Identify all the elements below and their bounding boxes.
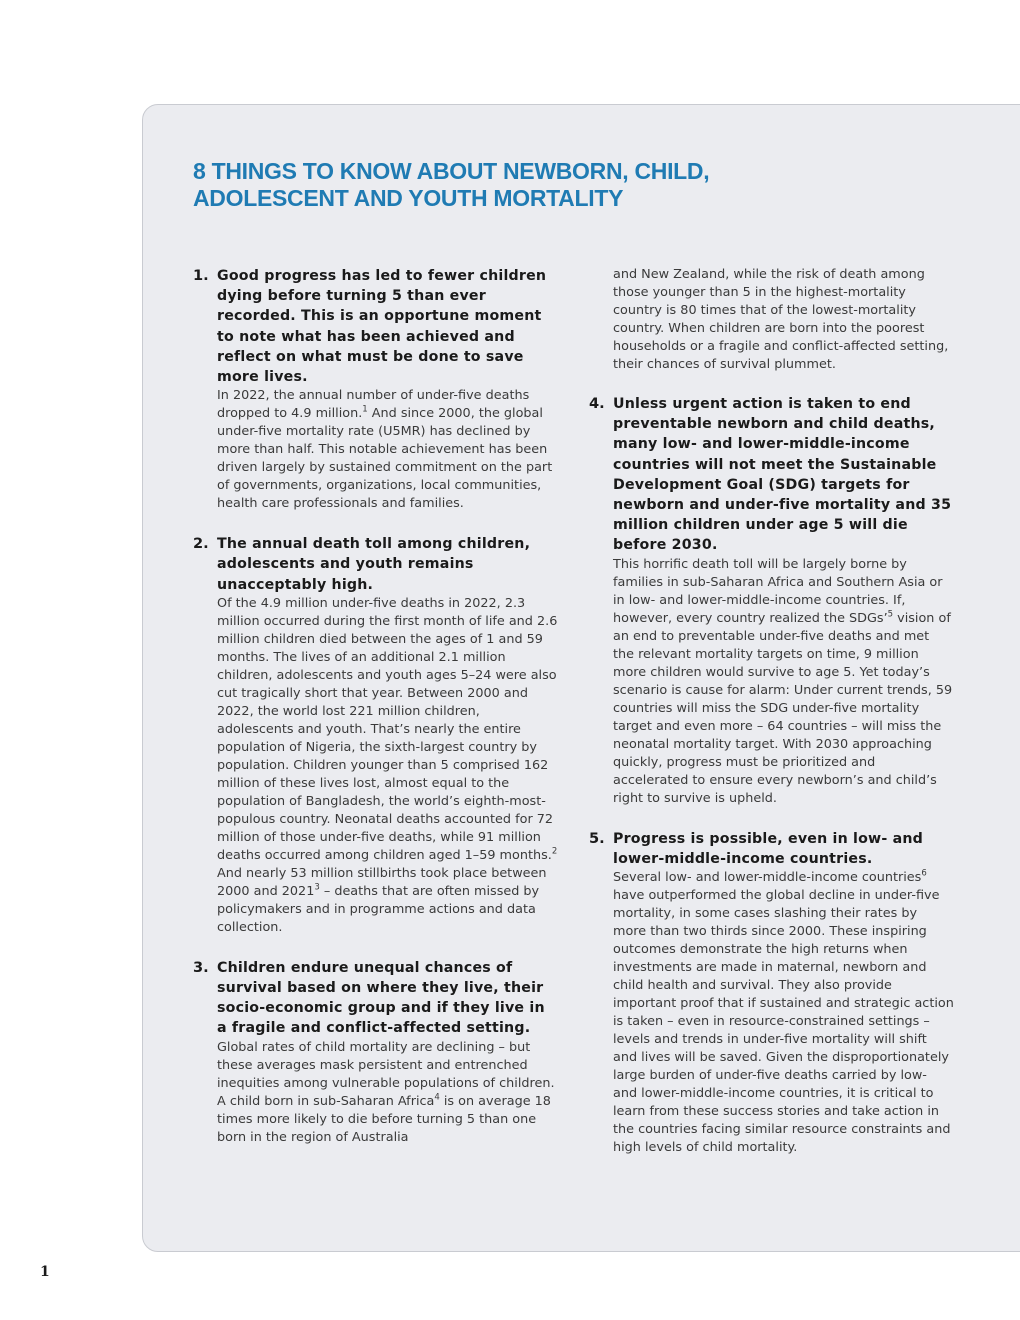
item-body: Global rates of child mortality are declining – but these averages mask persistent and entrenched inequities among vulnerable populations of children. A child born in sub-Saharan Africa$^4$ is on average 18 times more likely to die before turning 5 than one born in the region of Australia [217,1039,555,1145]
item-heading: The annual death toll among children, adolescents and youth remains unacceptably high. [217,536,531,593]
item-number: 1. [193,267,209,284]
footnote-ref: 2 [551,846,558,857]
footnote-ref: 4 [434,1092,440,1103]
item-heading: Progress is possible, even in low- and lower-middle-income countries. [613,830,924,867]
footnote-ref: 3 [314,882,320,893]
footnote-ref: 6 [921,868,927,879]
footnote-ref: 5 [887,609,894,620]
list-item [589,394,954,808]
footnote-ref: 1 [362,404,368,415]
item-body: Of the 4.9 million under-five deaths in 2022, 2.3 million occurred during the first month of life and 2.6 million children died between the ages of 1 and 59 months. The lives of an additional 2.1 million children, adolescents and youth ages 5–24 were also cut tragically short that year. Between 2000 and 2022, the world lost 221 million children, adolescents and youth. That’s nearly the entire population of Nigeria, the sixth-largest country by population. Children younger than 5 comprised 162 million of these lives lost, almost equal to the population of Bangladesh, the world’s eighth-most-populous country. Neonatal deaths accounted for 72 million of those under-five deaths, while 91 million deaths occurred among children aged 1–59 months.$^2$ And nearly 53 million stillbirths took place between 2000 and 2021$^3$ – deaths that are often missed by policymakers and in programme actions and data collection. [217,595,558,935]
left-column [193,266,558,1168]
item-body: In 2022, the annual number of under-five deaths dropped to 4.9 million.$^1$ And since 2000, the global under-five mortality rate (U5MR) has declined by more than half. This notable achievement has been driven largely by sustained commitment on the part of governments, organizations, local communities, health care professionals and families. [217,388,553,512]
list-item [193,958,558,1147]
item-body: Several low- and lower-middle-income countries$^6$ have outperformed the global decline in under-five mortality, in some cases slashing their rates by more than two thirds since 2000. These inspiring outcomes demonstrate the high returns when investments are made in maternal, newborn and child health and survival. They also provide important proof that if sustained and strategic action is taken – even in resource-constrained settings – levels and trends in under-five mortality will shift and lives will be saved. Given the disproportionately large burden of under-five deaths carried by low- and lower-middle-income countries, it is critical to learn from these success stories and take action in the countries facing similar resource constraints and high levels of child mortality. [613,868,954,1156]
item-number: 4. [589,395,605,412]
page-title: 8 THINGS TO KNOW ABOUT NEWBORN, CHILD, ADOLESCENT AND YOUTH MORTALITY [193,158,710,211]
item-number: 5. [589,829,605,847]
list-item [589,829,954,1157]
item-heading: Unless urgent action is taken to end preventable newborn and child deaths, many low- and lower-middle-income countries will not meet the Sustainable Development Goal (SDG) targets for newborn and under-five mortality and 35 million children under age 5 will die before 2030. [613,396,952,554]
item-heading: Children endure unequal chances of survival based on where they live, their socio-economic group and if they live in a fragile and conflict-affected setting. [217,959,545,1037]
item-number: 3. [193,958,209,976]
page-number: 1 [40,1264,50,1280]
item-body: This horrific death toll will be largely borne by families in sub-Saharan Africa and Southern Asia or in low- and lower-middle-income countries. If, however, every country realized the SDGs’$^5$ vision of an end to preventable under-five deaths and met the relevant mortality targets on time, 9 million more children would survive to age 5. Yet today’s scenario is cause for alarm: Under current trends, 59 countries will miss the SDG under-five mortality target and even more – 64 countries – will miss the neonatal mortality target. With 2030 approaching quickly, progress must be prioritized and accelerated to ensure every newborn’s and child’s right to survive is upheld. [613,556,953,806]
item-3-continuation [589,266,954,374]
item-heading: Good progress has led to fewer children dying before turning 5 than ever recorded. This is an opportune moment to note what has been achieved and reflect on what must be done to save more lives. [217,268,547,386]
right-column [589,266,954,1178]
list-item [193,266,558,513]
item-body-continued: and New Zealand, while the risk of death among those younger than 5 in the highest-mortality country is 80 times that of the lowest-mortality country. When children are born into the poorest households or a fragile and conflict-affected setting, their chances of survival plummet. [613,267,949,372]
list-item [193,534,558,937]
item-number: 2. [193,535,209,553]
